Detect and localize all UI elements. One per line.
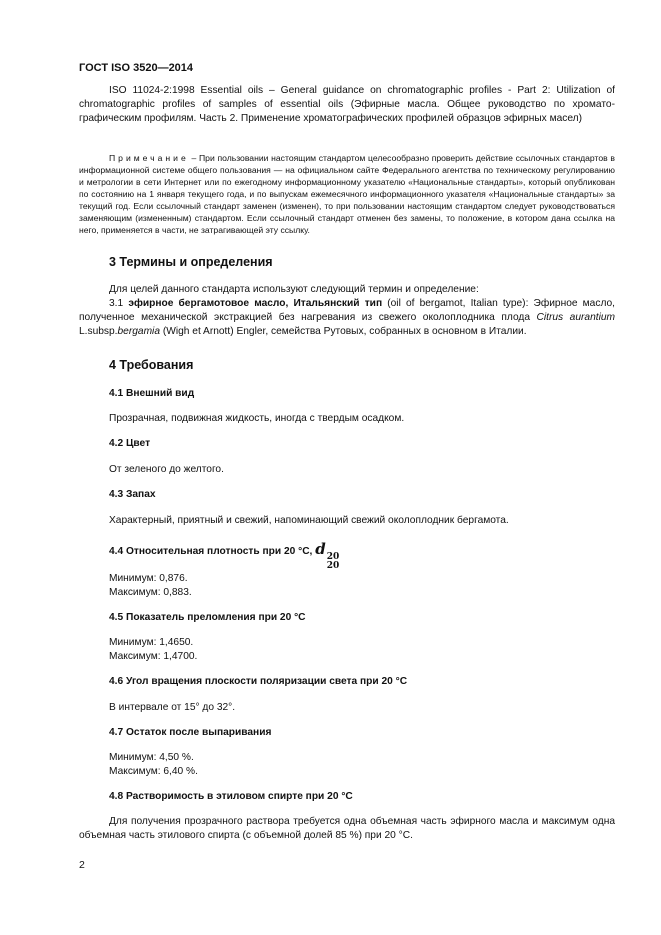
section-4-3-heading: 4.3 Запах	[109, 489, 156, 500]
definition-3-1	[79, 297, 615, 339]
density-symbol: d	[315, 540, 326, 558]
section-4-4-min: Минимум: 0,876.	[109, 573, 188, 584]
section-4-6-heading: 4.6 Угол вращения плоскости поляризации света при 20 °С	[109, 676, 408, 687]
section-4-6-text: В интервале от 15° до 32°.	[109, 702, 236, 713]
page-number: 2	[79, 859, 85, 871]
section-4-7-heading: 4.7 Остаток после выпаривания	[109, 727, 272, 738]
section-4-3-text: Характерный, приятный и свежий, напоминающий свежий околоплодник бергамота.	[109, 515, 509, 526]
normative-reference	[79, 84, 615, 126]
section-4-5-heading: 4.5 Показатель преломления при 20 °С	[109, 612, 306, 623]
section-4-4-heading	[109, 540, 339, 571]
definition-text: (oil of bergamot, Italian type): Эфирное масло, полученное механической экстракцией без нагревания из свежего околоплодника плода	[79, 298, 615, 323]
definition-tail: (Wigh et Arnott) Engler, семейства Рутовых, собранных в основном в Италии.	[162, 326, 527, 337]
density-superscript: 20	[326, 552, 340, 562]
section-3-heading: 3 Термины и определения	[109, 255, 273, 269]
section-4-5-min: Минимум: 1,4650.	[109, 637, 194, 648]
reference-rest: of chromatographic profiles of samples of essential oils (Эфирные масла. Общее руководство по хроматографическим профилям. Часть 2. Применение хроматографических профилей образцов эфирных масел)	[79, 85, 615, 124]
section-3-intro: Для целей данного стандарта используют следующий термин и определение:	[109, 284, 479, 295]
section-3-body	[79, 283, 615, 339]
species-name: Citrus aurantium	[536, 312, 615, 323]
document-header: ГОСТ ISO 3520—2014	[79, 62, 194, 74]
density-indices	[327, 553, 340, 571]
section-4-4-title: 4.4 Относительная плотность при 20 °С,	[109, 546, 313, 557]
note-label: Примечание	[109, 153, 189, 163]
section-4-7-min: Минимум: 4,50 %.	[109, 752, 194, 763]
subspecies-name: bergamia	[117, 326, 160, 337]
section-4-8-heading: 4.8 Растворимость в этиловом спирте при 20 °С	[109, 791, 353, 802]
section-4-8-text: Для получения прозрачного раствора требуется одна объемная часть эфирного масла и максимум одна объемная часть этилового спирта (с объемной долей 85 %) при 20 °С.	[79, 816, 615, 841]
note-text: – При пользовании настоящим стандартом целесообразно проверить действие ссылочных стандартов в информационной системе общего пользования — на официальном сайте Федерального агентства по техническому регулированию и метрологии в сети Интернет или по ежегодному информационному указателю «Национальные стандарты», который опубликован по состоянию на 1 января текущего года, и по выпускам ежемесячного информационного указателя «Национальные стандарты» за текущий год. Если ссылочный стандарт заменен (изменен), то при пользовании настоящим стандартом следует руководствоваться заменяющим (измененным) стандартом. Если ссылочный стандарт отменен без замены, то положение, в котором дана ссылка на него, применяется в части, не затрагивающей эту ссылку.	[79, 153, 615, 235]
section-4-1-text: Прозрачная, подвижная жидкость, иногда с твердым осадком.	[109, 413, 405, 424]
definition-number: 3.1	[109, 298, 124, 309]
density-subscript: 20	[326, 561, 340, 571]
section-4-2-text: От зеленого до желтого.	[109, 464, 224, 475]
section-4-1-heading: 4.1 Внешний вид	[109, 388, 195, 399]
section-4-4-max: Максимум: 0,883.	[109, 587, 192, 598]
definition-term: эфирное бергамотовое масло, Итальянский тип	[128, 298, 383, 309]
note-block	[79, 152, 615, 236]
section-4-7-max: Максимум: 6,40 %.	[109, 766, 198, 777]
subspecies-prefix: L.subsp.	[79, 326, 118, 337]
section-4-5-max: Максимум: 1,4700.	[109, 651, 198, 662]
section-4-2-heading: 4.2 Цвет	[109, 438, 151, 449]
reference-line1: ISO 11024-2:1998 Essential oils – General guidance on chromatographic profiles - Part 2: Utilization	[109, 85, 601, 96]
section-4-heading: 4 Требования	[109, 358, 194, 372]
